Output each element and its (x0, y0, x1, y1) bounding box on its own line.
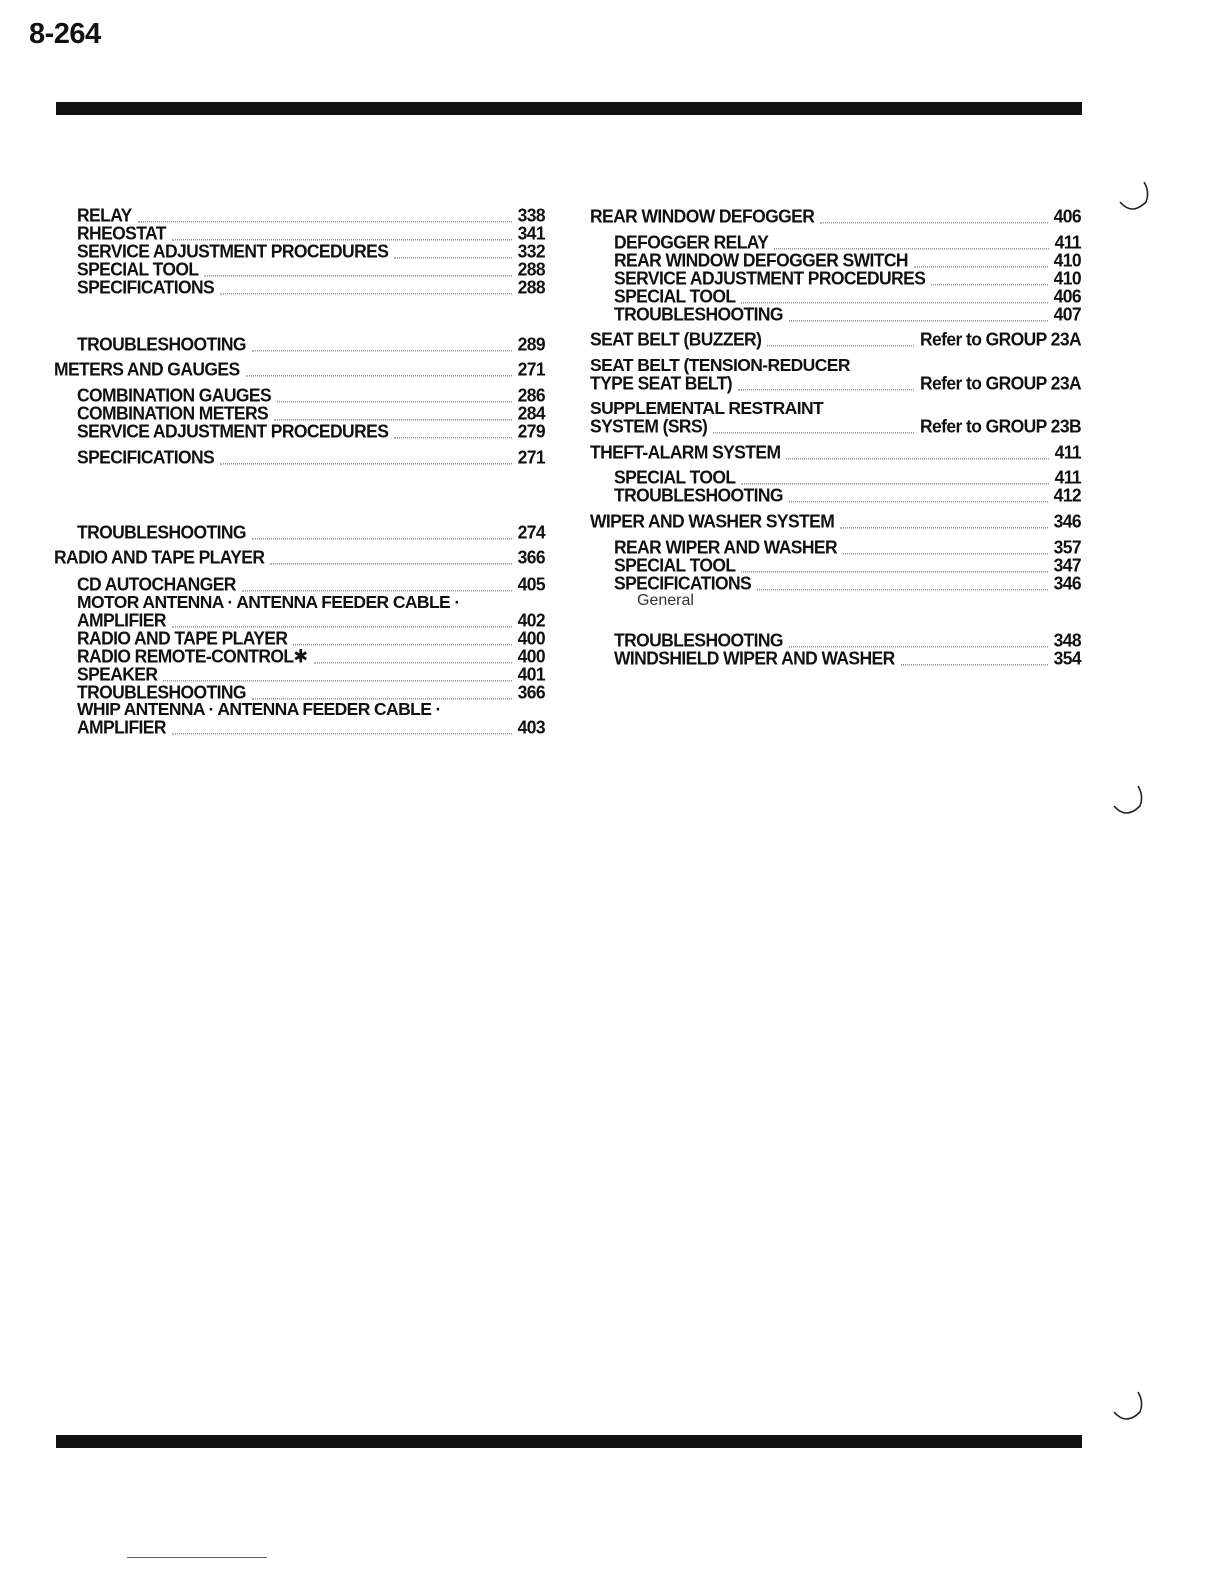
dot-leader (713, 418, 914, 434)
entry-page: 341 (517, 222, 545, 244)
entry-page: Refer to GROUP 23B (919, 415, 1081, 437)
dot-leader (840, 513, 1047, 529)
dot-leader (220, 279, 511, 295)
entry-label: METERS AND GAUGES (54, 358, 240, 380)
dot-leader (789, 632, 1048, 648)
entry-page: 271 (517, 358, 545, 380)
entry-page: 366 (517, 546, 545, 568)
dot-leader (901, 650, 1048, 666)
entry-page: Refer to GROUP 23A (919, 328, 1081, 350)
toc-entry-theft-alarm-system[interactable] (590, 443, 1081, 462)
dot-leader (931, 270, 1047, 286)
entry-label: SYSTEM (SRS) (590, 415, 708, 437)
dot-leader (820, 208, 1047, 224)
entry-page: 402 (517, 609, 545, 631)
entry-page: 289 (517, 333, 545, 355)
entry-label: TROUBLESHOOTING (614, 484, 783, 506)
entry-label: RADIO AND TAPE PLAYER (77, 627, 288, 649)
toc-entry-rear-window-defogger[interactable] (590, 207, 1081, 226)
dot-leader (204, 261, 511, 277)
entry-label: AMPLIFIER (77, 716, 166, 738)
dot-leader (738, 375, 914, 391)
entry-page: 403 (517, 716, 545, 738)
entry-page: 411 (1054, 441, 1081, 463)
entry-page: 400 (517, 627, 545, 649)
header-rule (56, 102, 1082, 115)
entry-label: SPECIAL TOOL (614, 554, 736, 576)
entry-label: SERVICE ADJUSTMENT PROCEDURES (614, 267, 926, 289)
toc-entry-cd-autochanger[interactable] (77, 575, 545, 594)
entry-page: 407 (1053, 303, 1081, 325)
entry-page: 410 (1053, 249, 1081, 271)
toc-entry-troubleshooting[interactable] (614, 305, 1081, 324)
dot-leader (252, 336, 512, 352)
binder-hole-mark (1112, 1390, 1146, 1424)
dot-leader (789, 487, 1048, 503)
dot-leader (252, 684, 512, 700)
entry-page: 288 (517, 276, 545, 298)
dot-leader (274, 405, 512, 421)
entry-page: 274 (517, 521, 545, 543)
general-note: General (637, 592, 694, 609)
toc-entry-troubleshooting[interactable] (77, 523, 545, 542)
toc-entry-whip-antenna-line1[interactable]: WHIP ANTENNA · ANTENNA FEEDER CABLE · (77, 699, 441, 719)
toc-entry-seat-belt-buzzer[interactable] (590, 330, 1081, 349)
toc-entry-whip-antenna-amplifier[interactable] (77, 718, 545, 737)
toc-entry-meters-and-gauges[interactable] (54, 360, 545, 379)
entry-label: WINDSHIELD WIPER AND WASHER (614, 647, 895, 669)
entry-label: SPECIFICATIONS (614, 572, 752, 594)
entry-page: 271 (517, 446, 545, 468)
page-number: 8-264 (29, 18, 101, 50)
dot-leader (270, 549, 511, 565)
entry-page: 357 (1053, 536, 1081, 558)
entry-page: 366 (517, 681, 545, 703)
toc-entry-troubleshooting[interactable] (614, 486, 1081, 505)
entry-label: SPEAKER (77, 663, 158, 685)
entry-label: REAR WIPER AND WASHER (614, 536, 838, 558)
footer-rule (56, 1435, 1082, 1448)
entry-label: TROUBLESHOOTING (77, 333, 246, 355)
entry-page: 410 (1053, 267, 1081, 289)
entry-page: 412 (1053, 484, 1081, 506)
entry-label: WIPER AND WASHER SYSTEM (590, 510, 835, 532)
dot-leader (163, 666, 511, 682)
entry-label: SPECIFICATIONS (77, 276, 215, 298)
toc-entry-srs-line1[interactable]: SUPPLEMENTAL RESTRAINT (590, 398, 824, 418)
entry-label: TYPE SEAT BELT) (590, 372, 733, 394)
entry-label: RADIO AND TAPE PLAYER (54, 546, 265, 568)
entry-page: 406 (1053, 205, 1081, 227)
toc-entry-motor-antenna-line1[interactable]: MOTOR ANTENNA · ANTENNA FEEDER CABLE · (77, 592, 460, 612)
entry-label: TROUBLESHOOTING (614, 629, 783, 651)
entry-label: SPECIAL TOOL (77, 258, 199, 280)
dot-leader (172, 719, 512, 735)
entry-label: SPECIAL TOOL (614, 466, 736, 488)
entry-page: 405 (517, 573, 545, 595)
toc-entry-specifications[interactable] (77, 278, 545, 297)
dot-leader (246, 361, 512, 377)
entry-label: SERVICE ADJUSTMENT PROCEDURES (77, 240, 389, 262)
entry-page: Refer to GROUP 23A (919, 372, 1081, 394)
entry-label: REAR WINDOW DEFOGGER SWITCH (614, 249, 908, 271)
entry-label: RHEOSTAT (77, 222, 166, 244)
dot-leader (843, 539, 1048, 555)
entry-label: AMPLIFIER (77, 609, 166, 631)
toc-entry-specifications[interactable] (77, 448, 545, 467)
dot-leader (394, 423, 511, 439)
dot-leader (172, 225, 512, 241)
entry-page: 354 (1053, 647, 1081, 669)
entry-label: TROUBLESHOOTING (77, 521, 246, 543)
entry-label: TROUBLESHOOTING (77, 681, 246, 703)
toc-entry-srs[interactable] (590, 417, 1081, 436)
toc-entry-wiper-and-washer-system[interactable] (590, 512, 1081, 531)
entry-label: COMBINATION METERS (77, 402, 269, 424)
dot-leader (242, 576, 512, 592)
dot-leader (741, 557, 1047, 573)
dot-leader (774, 234, 1048, 250)
entry-label: RELAY (77, 204, 132, 226)
binder-hole-mark (1118, 180, 1152, 214)
dot-leader (789, 306, 1048, 322)
entry-page: 348 (1053, 629, 1081, 651)
toc-entry-radio-and-tape-player[interactable] (54, 548, 545, 567)
toc-entry-seat-belt-tension-line1[interactable]: SEAT BELT (TENSION-REDUCER (590, 355, 850, 375)
dot-leader (786, 444, 1048, 460)
dot-leader (277, 387, 512, 403)
toc-entry-specifications[interactable] (614, 574, 1081, 593)
dot-leader (914, 252, 1048, 268)
entry-label: CD AUTOCHANGER (77, 573, 236, 595)
toc-entry-troubleshooting[interactable] (77, 335, 545, 354)
entry-label: COMBINATION GAUGES (77, 384, 272, 406)
entry-page: 406 (1053, 285, 1081, 307)
entry-page: 288 (517, 258, 545, 280)
entry-label: SERVICE ADJUSTMENT PROCEDURES (77, 420, 389, 442)
entry-page: 401 (517, 663, 545, 685)
toc-entry-windshield-wiper-and-washer[interactable] (614, 649, 1081, 668)
entry-page: 279 (517, 420, 545, 442)
toc-entry-service-adjustment[interactable] (77, 422, 545, 441)
entry-page: 400 (517, 645, 545, 667)
dot-leader (293, 630, 511, 646)
entry-label: TROUBLESHOOTING (614, 303, 783, 325)
entry-label: SEAT BELT (BUZZER) (590, 328, 762, 350)
entry-page: 338 (517, 204, 545, 226)
entry-label: THEFT-ALARM SYSTEM (590, 441, 781, 463)
dot-leader (138, 207, 512, 223)
dot-leader (741, 469, 1048, 485)
entry-label: REAR WINDOW DEFOGGER (590, 205, 815, 227)
binder-hole-mark (1112, 784, 1146, 818)
entry-page: 284 (517, 402, 545, 424)
toc-entry-seat-belt-tension[interactable] (590, 374, 1081, 393)
dot-leader (314, 648, 512, 664)
dot-leader (741, 288, 1047, 304)
entry-label: SPECIAL TOOL (614, 285, 736, 307)
entry-label: DEFOGGER RELAY (614, 231, 769, 253)
dot-leader (394, 243, 511, 259)
dot-leader (172, 612, 512, 628)
entry-page: 347 (1053, 554, 1081, 576)
entry-page: 346 (1053, 510, 1081, 532)
entry-label: RADIO REMOTE-CONTROL✱ (77, 645, 308, 667)
entry-page: 286 (517, 384, 545, 406)
footer-link-line (127, 1557, 267, 1558)
entry-page: 346 (1053, 572, 1081, 594)
entry-page: 411 (1054, 466, 1081, 488)
dot-leader (220, 449, 511, 465)
dot-leader (757, 575, 1047, 591)
dot-leader (767, 331, 914, 347)
entry-label: SPECIFICATIONS (77, 446, 215, 468)
entry-page: 332 (517, 240, 545, 262)
dot-leader (252, 524, 512, 540)
entry-page: 411 (1054, 231, 1081, 253)
